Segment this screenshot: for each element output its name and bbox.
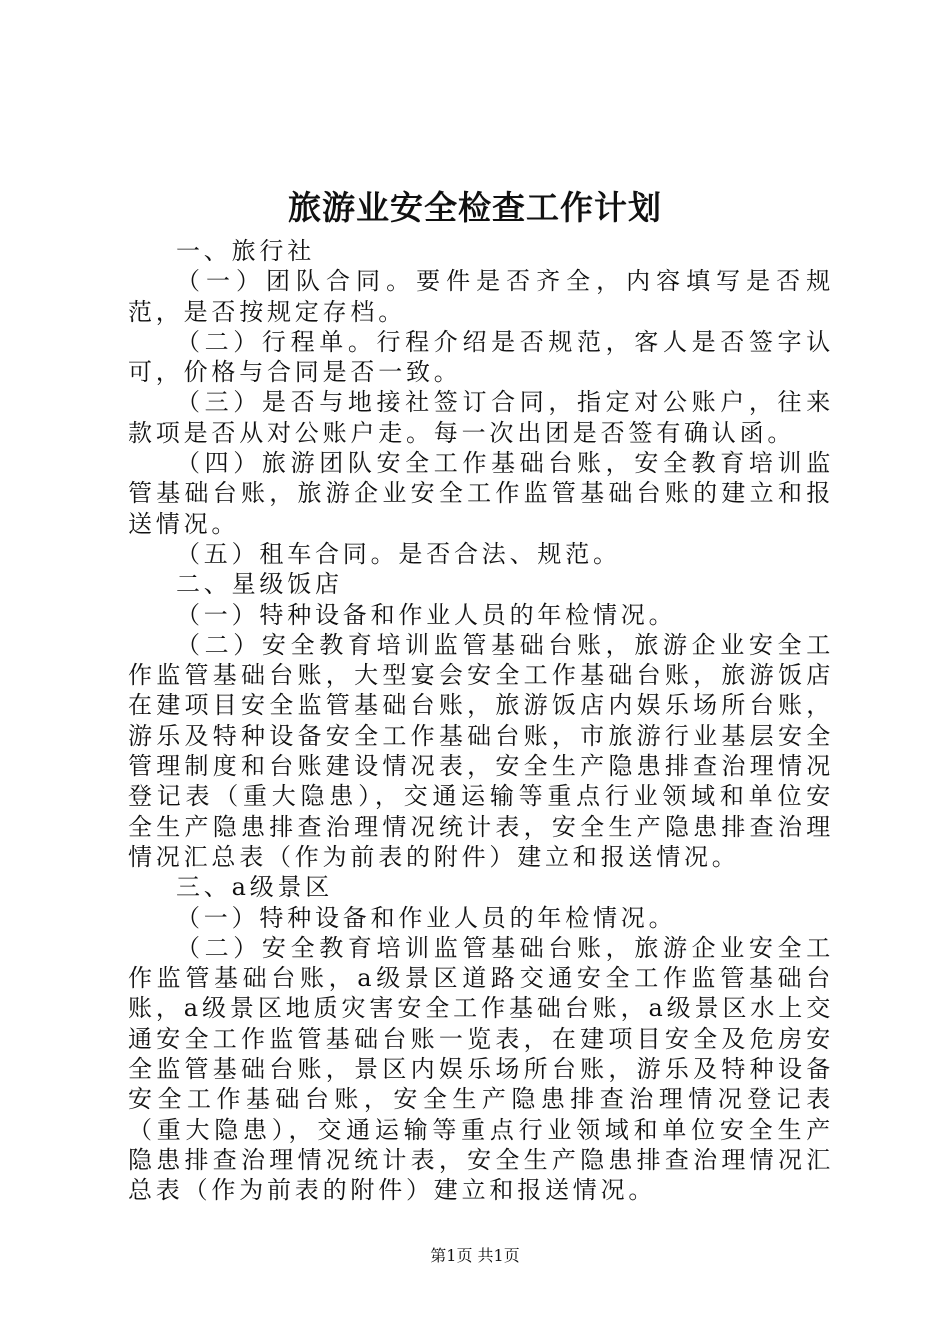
body-paragraph: （四）旅游团队安全工作基础台账，安全教育培训监管基础台账，旅游企业安全工作监管基础台账的建立和报送情况。 (128, 449, 834, 538)
body-paragraph: （三）是否与地接社签订合同，指定对公账户，往来款项是否从对公账户走。每一次出团是否签有确认函。 (128, 388, 834, 447)
body-paragraph: （一）团队合同。要件是否齐全，内容填写是否规范，是否按规定存档。 (128, 267, 834, 326)
body-paragraph: （二）行程单。行程介绍是否规范，客人是否签字认可，价格与合同是否一致。 (128, 327, 834, 387)
body-paragraph: （一）特种设备和作业人员的年检情况。 (176, 903, 677, 932)
document-title: 旅游业安全检查工作计划 (288, 188, 662, 227)
page-footer: 第1页 共1页 (430, 1246, 520, 1265)
document-body (128, 236, 834, 1206)
section-heading: 二、星级饭店 (176, 570, 343, 599)
body-paragraph: （二）安全教育培训监管基础台账，旅游企业安全工作监管基础台账，a级景区道路交通安全工作监管基础台账，a级景区地质灾害安全工作基础台账，a级景区水上交通安全工作监管基础台账一览表，在建项目安全及危房安全监管基础台账，景区内娱乐场所台账，游乐及特种设备安全工作基础台账，安全生产隐患排查治理情况登记表（重大隐患），交通运输等重点行业领域和单位安全生产隐患排查治理情况统计表，安全生产隐患排查治理情况汇总表（作为前表的附件）建立和报送情况。 (128, 933, 834, 1205)
body-paragraph: （五）租车合同。是否合法、规范。 (176, 539, 621, 568)
body-paragraph: （一）特种设备和作业人员的年检情况。 (176, 600, 677, 629)
section-heading: 一、旅行社 (176, 237, 315, 265)
body-paragraph: （二）安全教育培训监管基础台账，旅游企业安全工作监管基础台账，大型宴会安全工作基础台账，旅游饭店在建项目安全监管基础台账，旅游饭店内娱乐场所台账，游乐及特种设备安全工作基础台账，市旅游行业基层安全管理制度和台账建设情况表，安全生产隐患排查治理情况登记表（重大隐患），交通运输等重点行业领域和单位安全生产隐患排查治理情况统计表，安全生产隐患排查治理情况汇总表（作为前表的附件）建立和报送情况。 (128, 630, 834, 871)
section-heading: 三、a级景区 (176, 873, 334, 902)
